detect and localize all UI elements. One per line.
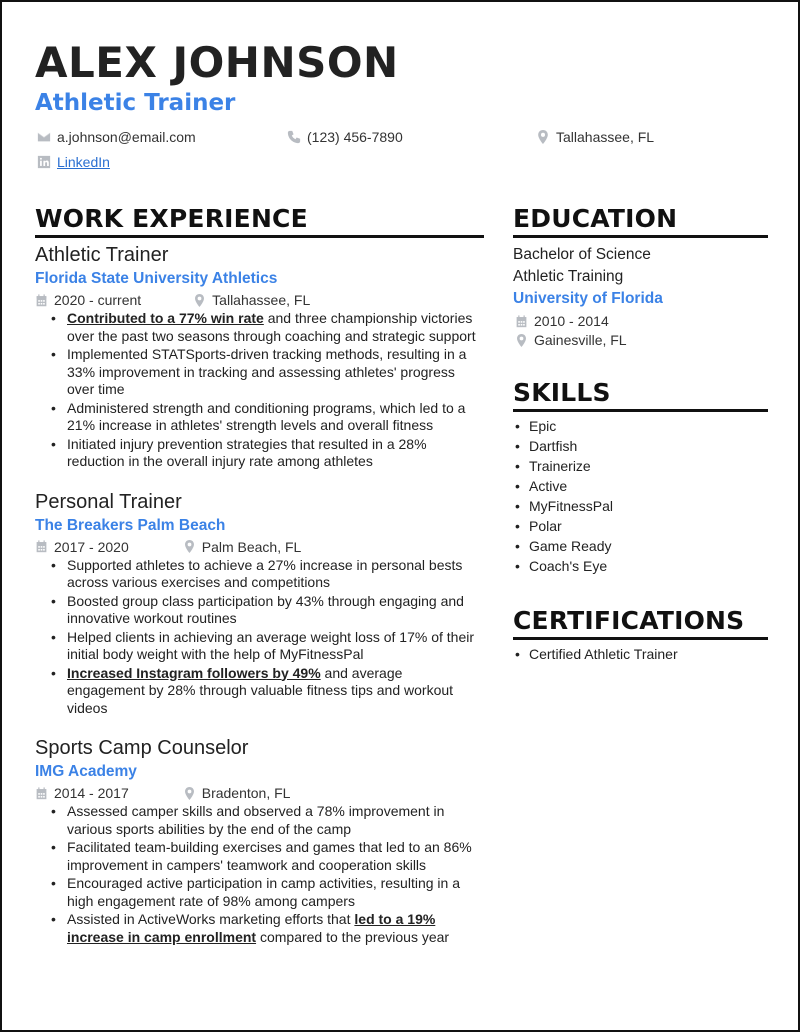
list-item: • Polar bbox=[513, 516, 768, 536]
location-text: Tallahassee, FL bbox=[556, 129, 655, 145]
work-experience-section bbox=[35, 204, 484, 946]
list-item: • Assessed camper skills and observed a 78% improvement in various sports abilities by the end of the camp bbox=[49, 803, 484, 838]
skills-list bbox=[513, 416, 768, 576]
list-item: • Trainerize bbox=[513, 456, 768, 476]
list-item: • Initiated injury prevention strategies that resulted in a 28% reduction in the overall injury rate among athletes bbox=[49, 436, 484, 471]
list-item: • Coach's Eye bbox=[513, 556, 768, 576]
contact-linkedin bbox=[37, 154, 110, 170]
linkedin-icon bbox=[37, 155, 51, 169]
map-pin-icon bbox=[515, 334, 528, 347]
job-location: Bradenton, FL bbox=[201, 785, 291, 801]
list-item: • Implemented STATSports-driven tracking methods, resulting in a 33% improvement in tracking and assessing athletes' progress over time bbox=[49, 346, 484, 399]
education-field: Athletic Training bbox=[513, 268, 624, 285]
job-entry bbox=[35, 491, 484, 718]
phone-text: (123) 456-7890 bbox=[307, 129, 403, 145]
list-item: • Facilitated team-building exercises and games that led to an 86% improvement in campers' teamwork and cooperation skills bbox=[49, 839, 484, 874]
education-location: Gainesville, FL bbox=[534, 332, 627, 348]
map-pin-icon bbox=[183, 540, 196, 553]
email-text: a.johnson@email.com bbox=[57, 129, 196, 145]
certifications-list bbox=[513, 644, 768, 664]
job-bullets bbox=[35, 310, 484, 471]
job-bullets bbox=[35, 803, 484, 946]
contact-email bbox=[37, 129, 196, 145]
work-experience-heading: WORK EXPERIENCE bbox=[35, 204, 484, 238]
job-location: Palm Beach, FL bbox=[201, 538, 302, 555]
map-pin-icon bbox=[183, 787, 196, 800]
education-degree: Bachelor of Science bbox=[513, 246, 651, 263]
job-dates: 2017 - 2020 bbox=[54, 538, 129, 555]
skills-heading: SKILLS bbox=[513, 378, 768, 412]
calendar-icon bbox=[35, 540, 48, 553]
job-dates: 2020 - current bbox=[54, 292, 142, 308]
highlight-text: led to a 19% increase in camp enrollment bbox=[67, 911, 436, 945]
bullet-text: and average engagement by 28% through valuable fitness tips and workout videos bbox=[67, 664, 454, 716]
job-meta bbox=[35, 539, 484, 555]
job-company: The Breakers Palm Beach bbox=[35, 516, 226, 534]
list-item: • MyFitnessPal bbox=[513, 496, 768, 516]
bullet-text: and three championship victories over the past two seasons through coaching and strategic support bbox=[67, 310, 476, 344]
linkedin-link[interactable]: LinkedIn bbox=[57, 154, 110, 170]
calendar-icon bbox=[35, 294, 48, 307]
job-meta bbox=[35, 785, 484, 801]
list-item: • Active bbox=[513, 476, 768, 496]
list-item: • Dartfish bbox=[513, 436, 768, 456]
job-dates: 2014 - 2017 bbox=[54, 785, 129, 801]
education-dates-row bbox=[513, 313, 768, 329]
bullet-text: Assisted in ActiveWorks marketing efforts that bbox=[67, 911, 355, 927]
list-item: • Encouraged active participation in camp activities, resulting in a high engagement rate of 98% among campers bbox=[49, 875, 484, 910]
job-company: IMG Academy bbox=[35, 763, 137, 780]
list-item: • Certified Athletic Trainer bbox=[513, 644, 768, 664]
list-item: • Helped clients in achieving an average weight loss of 17% of their initial body weight with the help of MyFitnessPal bbox=[49, 629, 484, 664]
job-entry bbox=[35, 737, 484, 946]
list-item: • Epic bbox=[513, 416, 768, 436]
contact-location bbox=[536, 129, 654, 145]
highlight-text: Increased Instagram followers by 49% bbox=[67, 664, 321, 681]
list-item bbox=[49, 665, 484, 718]
map-pin-icon bbox=[536, 130, 550, 144]
education-dates: 2010 - 2014 bbox=[534, 313, 609, 329]
job-bullets bbox=[35, 557, 484, 718]
job-meta bbox=[35, 292, 484, 308]
candidate-title: Athletic Trainer bbox=[35, 90, 236, 116]
job-title: Sports Camp Counselor bbox=[35, 737, 249, 759]
envelope-icon bbox=[37, 130, 51, 144]
calendar-icon bbox=[35, 787, 48, 800]
list-item: • Boosted group class participation by 43% through engaging and innovative workout routines bbox=[49, 593, 484, 628]
education-school: University of Florida bbox=[513, 290, 663, 307]
list-item bbox=[49, 911, 484, 946]
skills-section bbox=[513, 378, 768, 576]
education-section bbox=[513, 204, 768, 348]
job-entry bbox=[35, 244, 484, 471]
calendar-icon bbox=[515, 315, 528, 328]
contact-phone bbox=[287, 129, 403, 145]
education-heading: EDUCATION bbox=[513, 204, 768, 238]
right-column bbox=[513, 204, 768, 664]
job-location: Tallahassee, FL bbox=[212, 292, 311, 308]
education-location-row bbox=[513, 332, 768, 348]
certifications-heading: CERTIFICATIONS bbox=[513, 606, 768, 640]
list-item: • Administered strength and conditioning programs, which led to a 21% increase in athletes' strength levels and overall fitness bbox=[49, 400, 484, 435]
list-item bbox=[49, 310, 484, 345]
candidate-name: ALEX JOHNSON bbox=[35, 38, 399, 87]
job-title: Personal Trainer bbox=[35, 490, 182, 513]
list-item: • Supported athletes to achieve a 27% increase in personal bests across various exercises and competitions bbox=[49, 557, 484, 592]
phone-icon bbox=[287, 130, 301, 144]
list-item: • Game Ready bbox=[513, 536, 768, 556]
map-pin-icon bbox=[193, 294, 206, 307]
job-company: Florida State University Athletics bbox=[35, 270, 278, 287]
highlight-text: Contributed to a 77% win rate bbox=[67, 310, 264, 326]
job-title: Athletic Trainer bbox=[35, 244, 169, 266]
certifications-section bbox=[513, 606, 768, 664]
bullet-text: compared to the previous year bbox=[256, 928, 450, 945]
